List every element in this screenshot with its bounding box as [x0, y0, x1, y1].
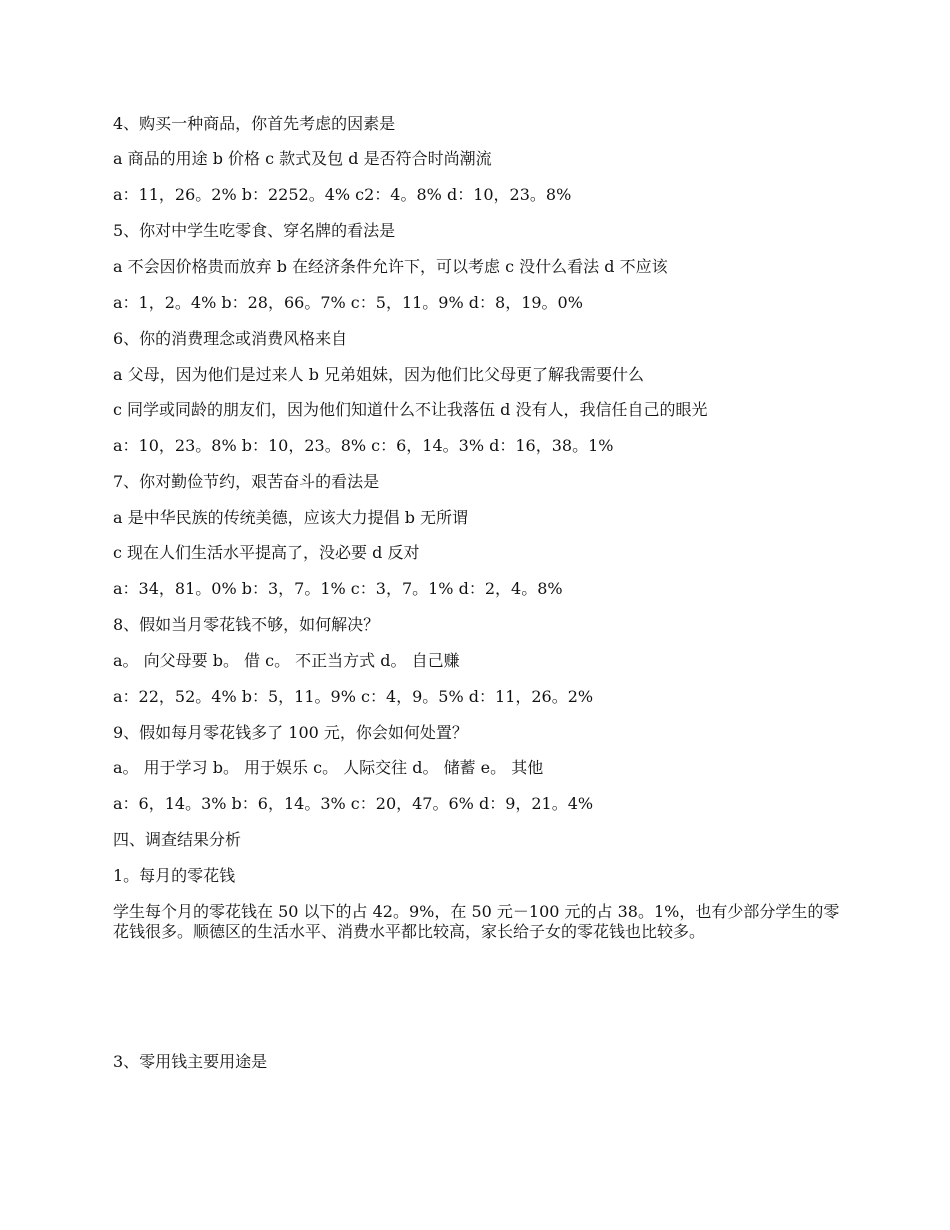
question-7-options-1: a 是中华民族的传统美德，应该大力提倡 b 无所谓: [113, 508, 469, 527]
question-6-options-2: c 同学或同龄的朋友们，因为他们知道什么不让我落伍 d 没有人，我信任自己的眼光: [113, 400, 708, 419]
subsection-3-heading: 3、零用钱主要用途是: [113, 1052, 268, 1071]
question-9-title: 9、假如每月零花钱多了 100 元，你会如何处置？: [113, 723, 468, 742]
question-8-title: 8、假如当月零花钱不够，如何解决？: [113, 615, 380, 634]
question-7-title: 7、你对勤俭节约，艰苦奋斗的看法是: [113, 472, 380, 491]
section-4-heading: 四、调查结果分析: [113, 830, 242, 849]
question-5-options: a 不会因价格贵而放弃 b 在经济条件允许下，可以考虑 c 没什么看法 d 不应该: [113, 257, 668, 276]
question-9-options: a。 用于学习 b。 用于娱乐 c。 人际交往 d。 储蓄 e。 其他: [113, 758, 544, 777]
question-8-options: a。 向父母要 b。 借 c。 不正当方式 d。 自己赚: [113, 651, 460, 670]
question-4-options: a 商品的用途 b 价格 c 款式及包 d 是否符合时尚潮流: [113, 149, 492, 168]
question-5-title: 5、你对中学生吃零食、穿名牌的看法是: [113, 221, 396, 240]
question-7-results: a：34，81。0% b：3，7。1% c：3，7。1% d：2，4。8%: [113, 579, 563, 598]
question-8-results: a：22，52。4% b：5，11。9% c：4，9。5% d：11，26。2%: [113, 687, 594, 706]
question-5-results: a：1，2。4% b：28，66。7% c：5，11。9% d：8，19。0%: [113, 293, 583, 312]
question-6-results: a：10，23。8% b：10，23。8% c：6，14。3% d：16，38。1%: [113, 436, 614, 455]
question-4-results: a：11，26。2% b：2252。4% c2：4。8% d：10，23。8%: [113, 185, 572, 204]
subsection-1-heading: 1。每月的零花钱: [113, 866, 236, 885]
analysis-paragraph: 学生每个月的零花钱在 50 以下的占 42。9%，在 50 元－100 元的占 38。1%，也有少部分学生的零花钱很多。顺德区的生活水平、消费水平都比较高，家长给子女的零花钱也比较多。: [113, 902, 840, 941]
question-6-title: 6、你的消费理念或消费风格来自: [113, 329, 348, 348]
question-7-options-2: c 现在人们生活水平提高了，没必要 d 反对: [113, 543, 420, 562]
question-9-results: a：6，14。3% b：6，14。3% c：20，47。6% d：9，21。4%: [113, 794, 594, 813]
question-4-title: 4、购买一种商品，你首先考虑的因素是: [113, 114, 396, 133]
question-6-options-1: a 父母，因为他们是过来人 b 兄弟姐妹，因为他们比父母更了解我需要什么: [113, 365, 645, 384]
